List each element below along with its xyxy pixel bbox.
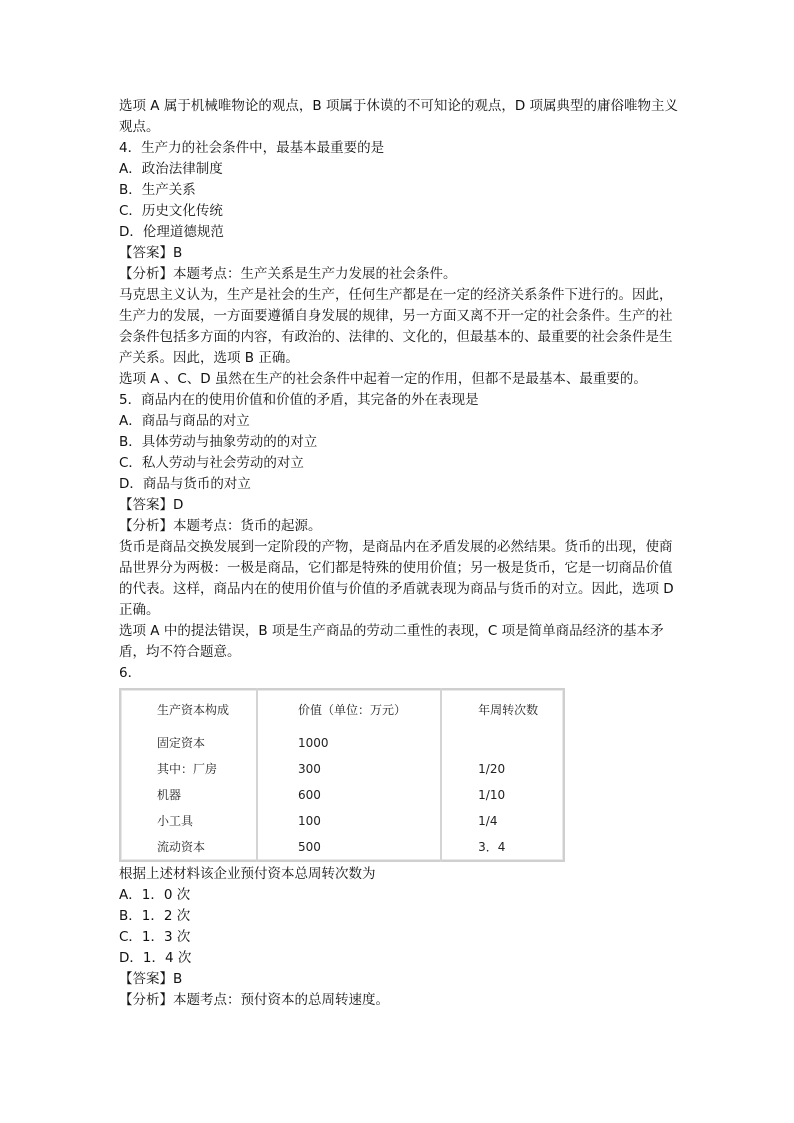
table-cell: 100	[257, 808, 441, 834]
table-row	[120, 756, 564, 782]
top-line-3: B．生产关系	[119, 182, 196, 198]
bottom-line-4: D．1．4 次	[119, 950, 192, 966]
table-row	[120, 782, 564, 808]
bottom-line-5: 【答案】B	[119, 971, 183, 987]
text-block-bottom	[119, 864, 679, 1011]
top-line-16: 【分析】本题考点：货币的起源。	[119, 518, 322, 534]
top-line-4: C．历史文化传统	[119, 203, 223, 219]
top-line-0: 选项 A 属于机械唯物论的观点，B 项属于休谟的不可知论的观点，D 项属典型的庸俗唯物主义观点。	[119, 98, 679, 135]
bottom-line-3: C．1．3 次	[119, 929, 191, 945]
top-line-18: 选项 A 中的提法错误，B 项是生产商品的劳动二重性的表现，C 项是简单商品经济的基本矛盾，均不符合题意。	[119, 623, 664, 660]
table-cell: 小工具	[157, 813, 194, 828]
table-cell: 其中：厂房	[157, 761, 218, 776]
bottom-line-6: 【分析】本题考点：预付资本的总周转速度。	[119, 992, 389, 1008]
table-cell: 流动资本	[157, 839, 206, 854]
bottom-line-1: A．1．0 次	[119, 887, 191, 903]
table-row	[120, 834, 564, 861]
table-cell: 1/20	[441, 756, 564, 782]
top-line-17: 货币是商品交换发展到一定阶段的产物，是商品内在矛盾发展的必然结果。货币的出现，使商品世界分为两极：一极是商品，它们都是特殊的使用价值；另一极是货币，它是一切商品价值的代表。这样，商品内在的使用价值与价值的矛盾就表现为商品与货币的对立。因此，选项 D 正确。	[119, 539, 674, 618]
table-row	[120, 730, 564, 756]
table-header-cell: 生产资本构成	[157, 702, 230, 717]
capital-table-wrap	[119, 688, 679, 862]
table-cell: 固定资本	[157, 735, 206, 750]
top-line-10: 5．商品内在的使用价值和价值的矛盾，其完备的外在表现是	[119, 392, 479, 408]
table-cell	[441, 730, 564, 756]
table-cell: 1000	[257, 730, 441, 756]
top-line-14: D．商品与货币的对立	[119, 476, 251, 492]
table-cell: 500	[257, 834, 441, 861]
top-line-7: 【分析】本题考点：生产关系是生产力发展的社会条件。	[119, 266, 457, 282]
table-header-cell: 价值（单位：万元）	[257, 689, 441, 730]
table-row	[120, 808, 564, 834]
top-line-5: D．伦理道德规范	[119, 224, 224, 240]
table-cell: 1/4	[441, 808, 564, 834]
top-line-12: B．具体劳动与抽象劳动的的对立	[119, 434, 318, 450]
capital-composition-table	[119, 688, 565, 862]
document-page	[119, 96, 679, 1011]
table-cell: 机器	[157, 787, 182, 802]
top-line-19: 6．	[119, 665, 142, 681]
table-header-cell: 年周转次数	[441, 689, 564, 730]
top-line-8: 马克思主义认为，生产是社会的生产，任何生产都是在一定的经济关系条件下进行的。因此，生产力的发展，一方面要遵循自身发展的规律，另一方面又离不开一定的社会条件。生产的社会条件包括多方面的内容，有政治的、法律的、文化的，但最基本的、最重要的社会条件是生产关系。因此，选项 B 正确。	[119, 287, 673, 366]
top-line-13: C．私人劳动与社会劳动的对立	[119, 455, 304, 471]
table-cell: 1/10	[441, 782, 564, 808]
top-line-1: 4．生产力的社会条件中，最基本最重要的是	[119, 140, 385, 156]
top-line-6: 【答案】B	[119, 245, 183, 261]
text-block-top	[119, 96, 679, 684]
table-header-row	[120, 689, 564, 730]
top-line-15: 【答案】D	[119, 497, 184, 513]
top-line-2: A．政治法律制度	[119, 161, 223, 177]
table-cell: 3．4	[441, 834, 564, 861]
bottom-line-2: B．1．2 次	[119, 908, 191, 924]
top-line-9: 选项 A 、C、D 虽然在生产的社会条件中起着一定的作用，但都不是最基本、最重要的。	[119, 371, 647, 387]
table-cell: 300	[257, 756, 441, 782]
top-line-11: A．商品与商品的对立	[119, 413, 250, 429]
bottom-line-0: 根据上述材料该企业预付资本总周转次数为	[119, 866, 376, 882]
table-cell: 600	[257, 782, 441, 808]
